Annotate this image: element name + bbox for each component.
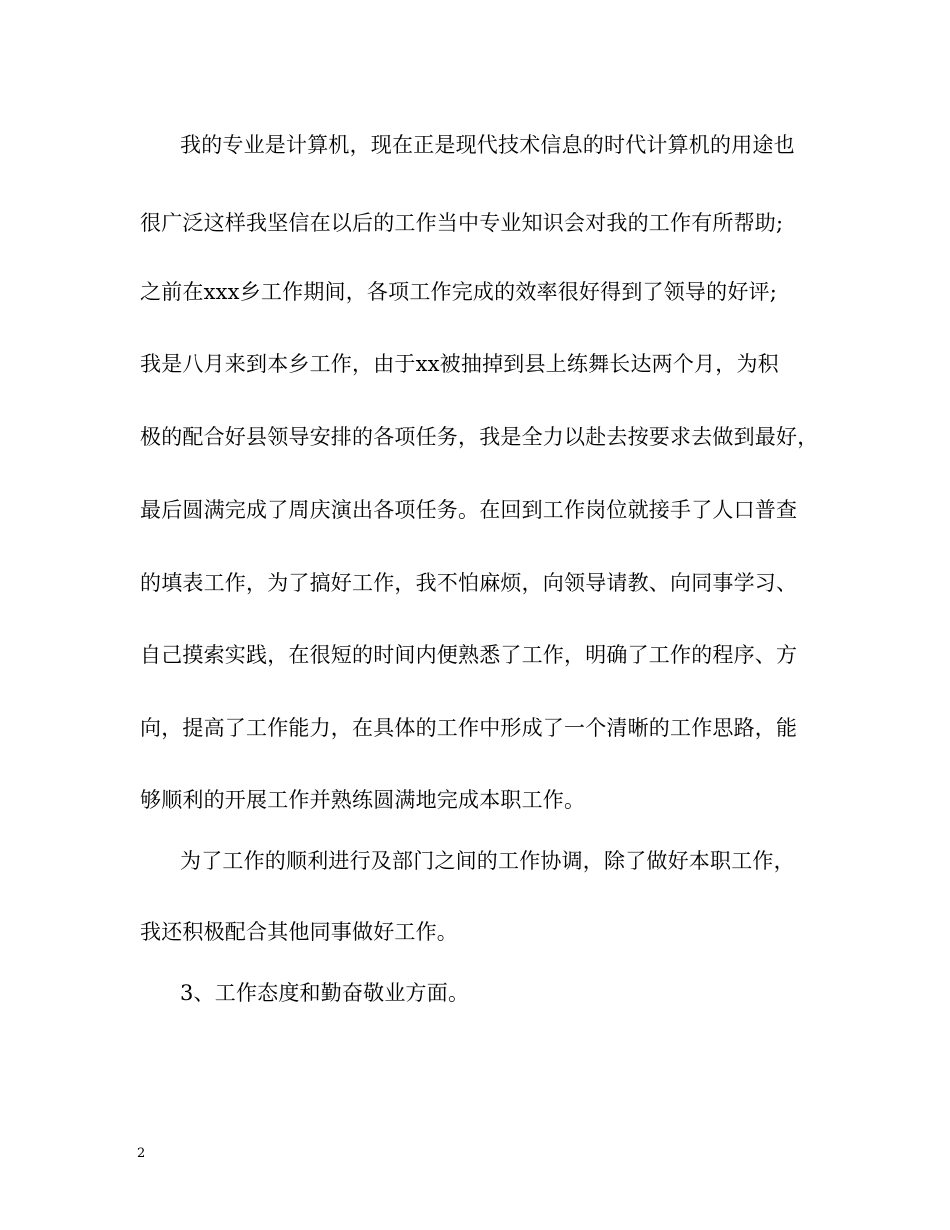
paragraph-line: 向，提高了工作能力，在具体的工作中形成了一个清晰的工作思路，能 xyxy=(140,716,798,740)
paragraph-line: 为了工作的顺利进行及部门之间的工作协调，除了做好本职工作， xyxy=(180,849,795,873)
paragraph-line: 我是八月来到本乡工作，由于xx被抽掉到县上练舞长达两个月，为积 xyxy=(140,352,779,376)
paragraph-line: 够顺利的开展工作并熟练圆满地完成本职工作。 xyxy=(140,788,586,812)
paragraph-line: 的填表工作，为了搞好工作，我不怕麻烦，向领导请教、向同事学习、 xyxy=(140,571,798,595)
paragraph-line: 自己摸索实践，在很短的时间内便熟悉了工作，明确了工作的程序、方 xyxy=(140,643,798,667)
paragraph-line: 之前在xxx乡工作期间，各项工作完成的效率很好得到了领导的好评; xyxy=(140,280,778,304)
paragraph-line: 我还积极配合其他同事做好工作。 xyxy=(140,920,458,944)
page-number: 2 xyxy=(137,1146,146,1161)
paragraph-line: 最后圆满完成了周庆演出各项任务。在回到工作岗位就接手了人口普查 xyxy=(140,498,798,522)
section-heading: 3、工作态度和勤奋敬业方面。 xyxy=(180,981,470,1005)
paragraph-line: 我的专业是计算机，现在正是现代技术信息的时代计算机的用途也 xyxy=(180,133,795,157)
paragraph-line: 极的配合好县领导安排的各项任务，我是全力以赴去按要求去做到最好， xyxy=(140,425,819,449)
paragraph-line: 很广泛这样我坚信在以后的工作当中专业知识会对我的工作有所帮助; xyxy=(140,211,784,235)
